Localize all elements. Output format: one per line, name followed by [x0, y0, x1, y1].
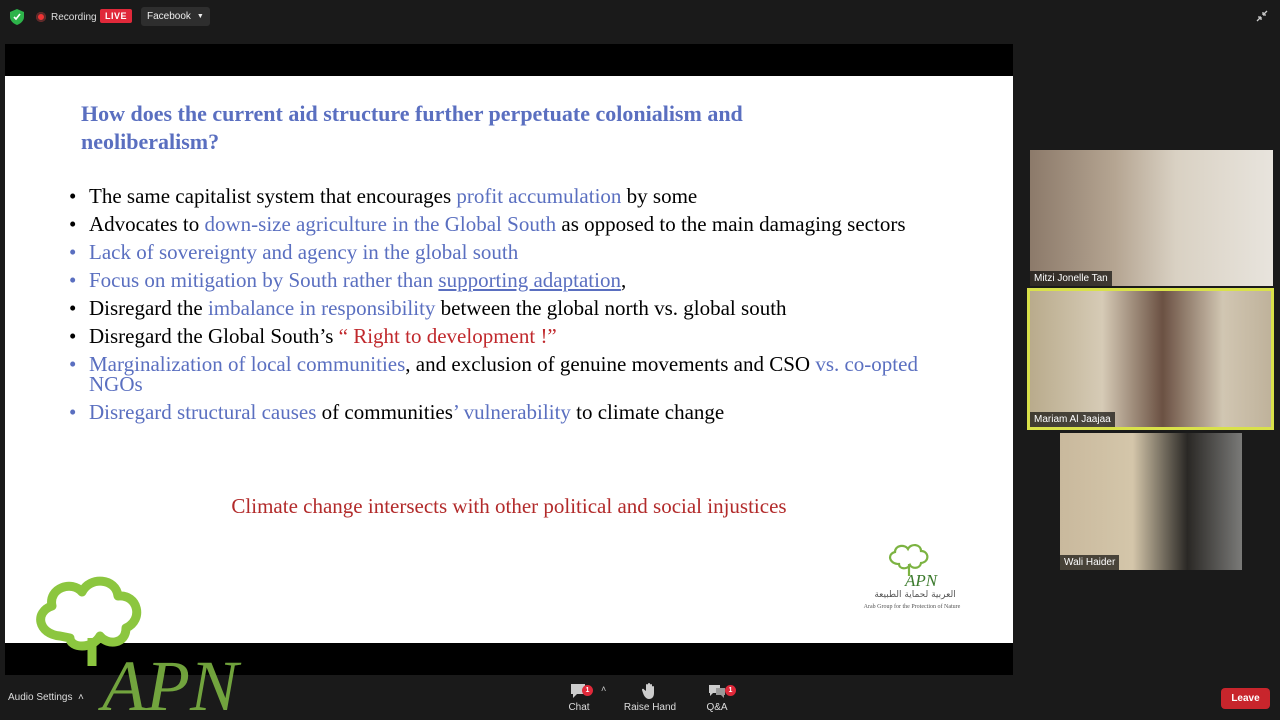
chat-label: Chat: [568, 702, 590, 713]
slide-title: How does the current aid structure further perpetuate colonialism and neoliberalism?: [81, 101, 743, 154]
watermark-mark-text: APN: [102, 646, 238, 720]
presentation-slide: [5, 76, 1013, 643]
stream-target-dropdown[interactable]: [141, 7, 210, 26]
live-badge: LIVE: [100, 9, 132, 23]
leave-button[interactable]: Leave: [1221, 688, 1270, 709]
chevron-down-icon: ▼: [196, 13, 204, 20]
apn-tree-icon: [847, 542, 977, 592]
participant-name: Mitzi Jonelle Tan: [1030, 271, 1112, 286]
bullet-item: • Advocates to down-size agriculture in the Global South as opposed to the main damaging sectors: [69, 214, 949, 234]
participant-name: Wali Haider: [1060, 555, 1119, 570]
raise-hand-button[interactable]: [620, 682, 680, 713]
participant-name: Mariam Al Jaajaa: [1030, 412, 1115, 427]
bullet-item: • The same capitalist system that encourages profit accumulation by some: [69, 186, 949, 206]
active-speaker-video-tile[interactable]: [1027, 288, 1274, 430]
stream-target-label: Facebook: [147, 11, 191, 22]
apn-mark-text: APN: [905, 571, 938, 590]
bullet-item: • Lack of sovereignty and agency in the global south: [69, 242, 949, 262]
bullet-item: • Disregard the Global South’s “ Right to development !”: [69, 326, 949, 346]
apn-english-name: Arab Group for the Protection of Nature: [863, 604, 961, 610]
participant-video-tile[interactable]: [1030, 150, 1273, 286]
recording-indicator[interactable]: [36, 8, 97, 26]
participant-video-tile[interactable]: [1060, 433, 1242, 570]
recording-label: Recording: [51, 11, 97, 23]
chat-button[interactable]: [549, 682, 609, 713]
slide-bullet-list: [69, 186, 949, 430]
qa-unread-badge: 1: [725, 685, 736, 696]
bullet-item: • Disregard the imbalance in responsibility between the global north vs. global south: [69, 298, 949, 318]
raise-hand-icon: [641, 682, 659, 700]
apn-arabic-name: العربية لحماية الطبيعة: [874, 590, 956, 600]
qa-bubble-icon: [707, 682, 727, 700]
exit-fullscreen-icon[interactable]: [1256, 10, 1268, 22]
chat-options-chevron-icon[interactable]: ˄: [601, 684, 607, 694]
meeting-toolbar: [0, 676, 1280, 720]
qa-button[interactable]: [687, 682, 747, 713]
bullet-item: • Marginalization of local communities, and exclusion of genuine movements and CSO vs. co-opted NGOs: [69, 354, 949, 394]
recording-dot-icon: [36, 12, 46, 22]
bullet-item: • Disregard structural causes of communities’ vulnerability to climate change: [69, 402, 949, 422]
apn-logo: [847, 542, 977, 622]
security-shield-icon[interactable]: [10, 9, 24, 25]
slide-conclusion: Climate change intersects with other political and social injustices: [231, 494, 787, 518]
raise-hand-label: Raise Hand: [623, 702, 677, 713]
bullet-item: • Focus on mitigation by South rather than supporting adaptation,: [69, 270, 949, 290]
chat-unread-badge: 1: [582, 685, 593, 696]
audio-settings-button[interactable]: [8, 692, 84, 703]
qa-label: Q&A: [706, 702, 728, 713]
chevron-up-icon: ˄: [75, 692, 84, 703]
audio-settings-label: Audio Settings: [8, 692, 73, 703]
meeting-top-bar: [0, 0, 1280, 34]
